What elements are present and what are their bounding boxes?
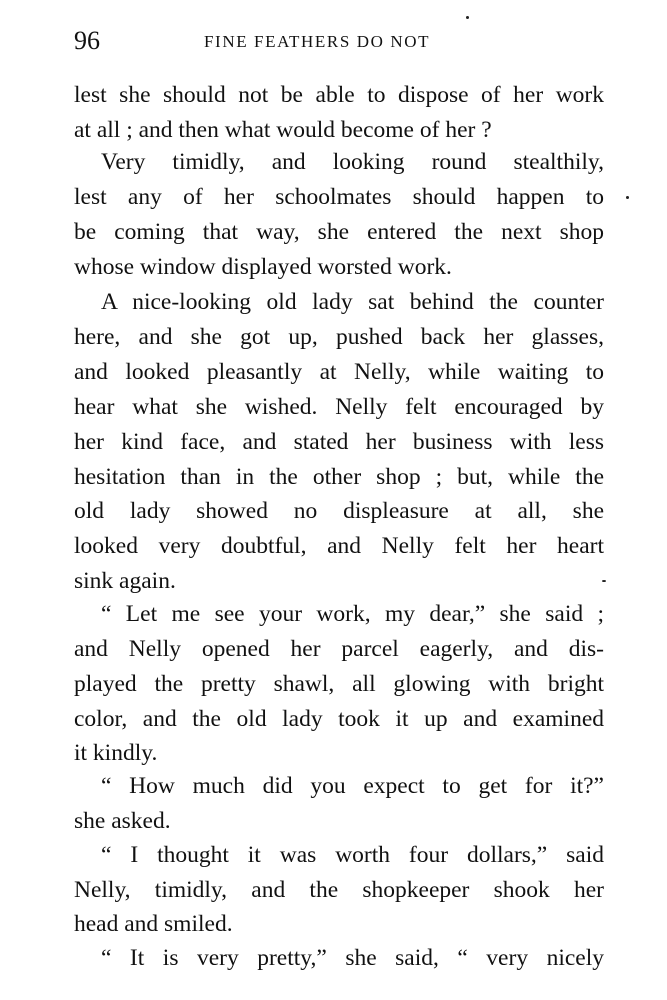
paragraph-first-line: “ How much did you expect to get for it?” <box>101 773 604 799</box>
text-line: color, and the old lady took it up and examined <box>74 706 604 732</box>
paragraph-first-line: “ Let me see your work, my dear,” she said ; <box>101 601 604 627</box>
print-speck <box>466 16 469 19</box>
paragraph-first-line: A nice-looking old lady sat behind the counter <box>101 289 604 315</box>
paragraph-first-line: Very timidly, and looking round stealthily, <box>101 149 604 175</box>
paragraph-first-line: “ I thought it was worth four dollars,” said <box>101 842 604 868</box>
running-title: FINE FEATHERS DO NOT <box>204 32 431 51</box>
text-line: sink again. <box>74 568 176 594</box>
text-line: and Nelly opened her parcel eagerly, and dis- <box>74 636 604 662</box>
text-line: at all ; and then what would become of her ? <box>74 117 492 143</box>
text-line: whose window displayed worsted work. <box>74 254 452 280</box>
text-line: it kindly. <box>74 740 158 766</box>
text-line: head and smiled. <box>74 911 233 937</box>
page-header <box>74 26 604 56</box>
paragraph-first-line: “ It is very pretty,” she said, “ very nicely <box>101 945 604 971</box>
text-line: hear what she wished. Nelly felt encouraged by <box>74 394 604 420</box>
print-speck <box>626 196 629 199</box>
text-line: and looked pleasantly at Nelly, while waiting to <box>74 359 604 385</box>
text-line: Nelly, timidly, and the shopkeeper shook her <box>74 877 604 903</box>
text-line: hesitation than in the other shop ; but, while the <box>74 464 604 490</box>
text-line: be coming that way, she entered the next shop <box>74 219 604 245</box>
text-line: she asked. <box>74 808 171 834</box>
text-line: old lady showed no displeasure at all, she <box>74 498 604 524</box>
text-line: lest any of her schoolmates should happen to <box>74 184 604 210</box>
page-number: 96 <box>74 26 100 55</box>
text-line: here, and she got up, pushed back her glasses, <box>74 324 604 350</box>
text-line: her kind face, and stated her business with less <box>74 429 604 455</box>
text-line: looked very doubtful, and Nelly felt her heart <box>74 533 604 559</box>
text-line: lest she should not be able to dispose of her work <box>74 82 604 108</box>
text-line: played the pretty shawl, all glowing with bright <box>74 671 604 697</box>
